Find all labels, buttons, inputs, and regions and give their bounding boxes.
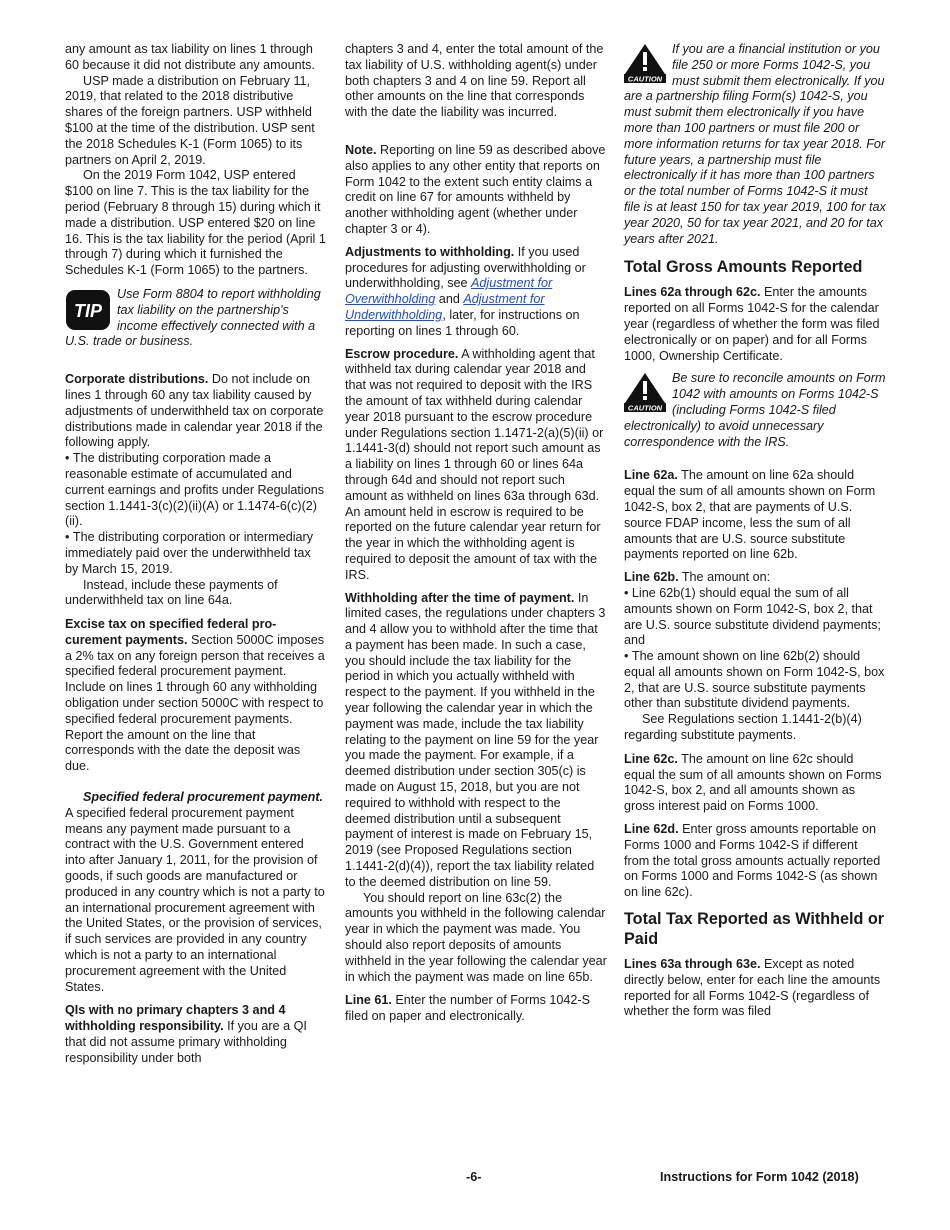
escrow-section: Escrow procedure. A withholding agent that withheld tax during calendar year 2018 and that was not required to deposit with the IRS the amount of tax withheld during calendar year 2018 pursuant to the escrow procedure under Regulations section 1.1471-2(a)(5)(ii) or 1.1441-3(d) should not report such amount as a liability on lines 1 through 60 or lines 64a through 64d and should not report such amount as withheld on lines 63a through 63d. An amount held in escrow is required to be reported on the future calendar year return for the year in which the withholding agent is required to deposit the amount of tax with the IRS.	[345, 346, 604, 582]
tip-label: TIP	[73, 300, 103, 321]
line-62b-section: Line 62b. The amount on:	[624, 570, 771, 585]
qi-section: QIs with no primary chapters 3 and 4 withholding responsibility. If you are a QI that did not assume primary withholding responsibility under both	[65, 1003, 307, 1065]
line-62d-section: Line 62d. Enter gross amounts reportable on Forms 1000 and Forms 1042-S if different from the total gross amounts actually reported on Forms 1000 and Forms 1042-S (as shown on line 62c).	[624, 822, 881, 900]
paragraph: See Regulations section 1.1441-2(b)(4) regarding substitute payments.	[624, 712, 862, 743]
bullet-item: • The amount shown on line 62b(2) should equal all amounts shown on Form 1042-S, box 2, that are U.S. source substitute payments other than substitute dividend payments.	[624, 649, 886, 712]
caution-text: If you are a financial institution or you file 250 or more Forms 1042-S, you must submit them electronically. If you are a partnership filing Form(s) 1042-S, you must submit them electronically if you have more than 100 partners or must file 200 or more information returns for tax year 2018. For future years, a partnership must file electronically if it has more than 100 partners or the total number of Forms 1042-S it must file is at least 150 for tax year 2019, 100 for tax year 2020, 50 for tax year 2021, and 20 for tax years after 2021.	[624, 42, 886, 246]
column-1	[65, 42, 327, 1074]
bullet-item: • The distributing corporation or intermediary immediately paid over the underwithheld tax by March 15, 2019.	[65, 530, 327, 577]
adjustments-section: Adjustments to withholding. If you used procedures for adjusting overwithholding or underwithholding, see Adjustment for Overwithholding and Adjustment for Underwithholding, later, for instructions on reporting on lines 1 through 60.	[345, 244, 586, 338]
footer-title: Instructions for Form 1042 (2018)	[660, 1170, 859, 1184]
caution-label: CAUTION	[627, 74, 663, 83]
specified-procurement-section: Specified federal procurement payment. A specified federal procurement payment means any payment made pursuant to a contract with the U.S. Government entered into after January 1, 2011, for the provision of goods, if such goods are manufactured or produced in any country which is not a party to an international procurement agreement with the United States, or the provision of services, if such services are provided in any country which is not a party to an international procurement agreement with the United States.	[65, 790, 325, 994]
tip-icon	[65, 289, 111, 331]
paragraph: Instead, include these payments of underwithheld tax on line 64a.	[65, 577, 278, 608]
caution-label: CAUTION	[627, 403, 663, 413]
paragraph: USP made a distribution on February 11, 2019, that related to the 2018 distributive shares of the foreign partners. USP withheld $100 at the time of the distribution. USP sent the 2018 Schedules K-1 (Form 1065) to its partners on April 2, 2019.	[65, 73, 315, 167]
line-62a-section: Line 62a. The amount on line 62a should equal the sum of all amounts shown on Form 1042-S, box 2, that are payments of U.S. source FDAP income, less the sum of all amounts that are U.S. source substitute payments reported on line 62b.	[624, 468, 876, 562]
heading-total-tax: Total Tax Reported as Withheld or Paid	[624, 910, 885, 949]
note-section: Note. Reporting on line 59 as described above also applies to any other entity that reports on Form 1042 to the extent such entity claims a credit on line 67 for amounts withheld by another withholding agent (whether under chapter 3 or 4).	[345, 142, 606, 236]
paragraph: any amount as tax liability on lines 1 through 60 because it did not distribute any amounts.	[65, 42, 315, 72]
caution-note	[624, 371, 886, 450]
tip-note	[65, 287, 327, 350]
bullet-item: • Line 62b(1) should equal the sum of all amounts shown on Form 1042-S, box 2, that are U.S. source substitute dividend payments; and	[624, 586, 886, 649]
caution-text: Be sure to reconcile amounts on Form 1042 with amounts on Forms 1042-S (including Forms 1042-S filed electronically) to avoid unnecessary correspondence with the IRS.	[624, 371, 886, 449]
caution-icon	[624, 372, 666, 412]
column-2	[345, 42, 607, 1032]
caution-note	[624, 42, 886, 247]
caution-icon	[624, 43, 666, 83]
column-3	[624, 42, 886, 1027]
line-61-section: Line 61. Enter the number of Forms 1042-S filed on paper and electronically.	[345, 993, 590, 1024]
withholding-after-payment-section: Withholding after the time of payment. In limited cases, the regulations under chapters 3 and 4 allow you to withhold after the time that a payment has been made. In such a case, you should include the tax liability for the period in which you actually withheld with respect to the payment. If you withheld in the year following the calendar year in which the payment was made, include the tax liability relating to the payment on line 59 for the year you made the payment. For example, if a deemed distribution under section 305(c) is made on August 15, 2018, but you are not required to withhold with respect to the deemed distribution until a subsequent payment of interest is made on February 15, 2019 (see Proposed Regulations section 1.1441-2(d)(4)), report the tax liability related to the deemed distribution on line 59.	[345, 590, 606, 889]
corporate-distributions: Corporate distributions. Do not include on lines 1 through 60 any tax liability caused by adjustments of underwithheld tax on corporate distributions made in calendar year 2018 if the following apply.	[65, 372, 324, 450]
paragraph: You should report on line 63c(2) the amounts you withheld in the following calendar year in which the payment was made. You should also report deposits of amounts withheld in the year following the calendar year in which the payment was made on line 65b.	[345, 890, 607, 984]
tip-text: Use Form 8804 to report withholding tax liability on the partnership's income effectively connected with a U.S. trade or business.	[65, 286, 321, 349]
line-62c-section: Line 62c. The amount on line 62c should equal the sum of all amounts shown on Forms 1042-S, box 2, and all amounts shown as gross interest paid on Forms 1000.	[624, 751, 882, 814]
heading-total-gross: Total Gross Amounts Reported	[624, 258, 863, 277]
lines-63a-63e-section: Lines 63a through 63e. Except as noted directly below, enter for each line the amounts reported for all Forms 1042-S (regardless of whether the form was filed	[624, 957, 881, 1019]
excise-tax-section: Excise tax on specified federal pro-curement payments. Section 5000C imposes a 2% tax on any foreign person that receives a specified federal procurement payment. Include on lines 1 through 60 any withholding obligation under section 5000C with respect to specified federal procurement payments. Report the amount on the line that corresponds with the date the deposit was due.	[65, 617, 325, 774]
bullet-item: • The distributing corporation made a reasonable estimate of accumulated and current earnings and profits under Regulations section 1.1441-3(c)(2)(ii)(A) or 1.1474-6(c)(2)(ii).	[65, 451, 327, 530]
underwithholding-link[interactable]: Adjustment for Underwithholding	[345, 292, 545, 322]
lines-62a-62c-section: Lines 62a through 62c. Enter the amounts reported on all Forms 1042-S for the calendar year (regardless of whether the form was filed electronically or on paper) and for all Forms 1000, Ownership Certificate.	[624, 285, 880, 363]
paragraph: chapters 3 and 4, enter the total amount of the tax liability of U.S. withholding agent(s) under both chapters 3 and 4 on line 59. Report all other amounts on the line that corresponds with the date the liability was incurred.	[345, 42, 604, 120]
paragraph: On the 2019 Form 1042, USP entered $100 on line 7. This is the tax liability for the period (February 8 through 15) during which it made a distribution. USP entered $20 on line 16. This is the tax liability for the period (April 1 through 7) during which it furnished the Schedules K-1 (Form 1065) to the partners.	[65, 168, 326, 278]
page-number: -6-	[466, 1170, 482, 1184]
overwithholding-link[interactable]: Adjustment for Overwithholding	[345, 276, 553, 307]
